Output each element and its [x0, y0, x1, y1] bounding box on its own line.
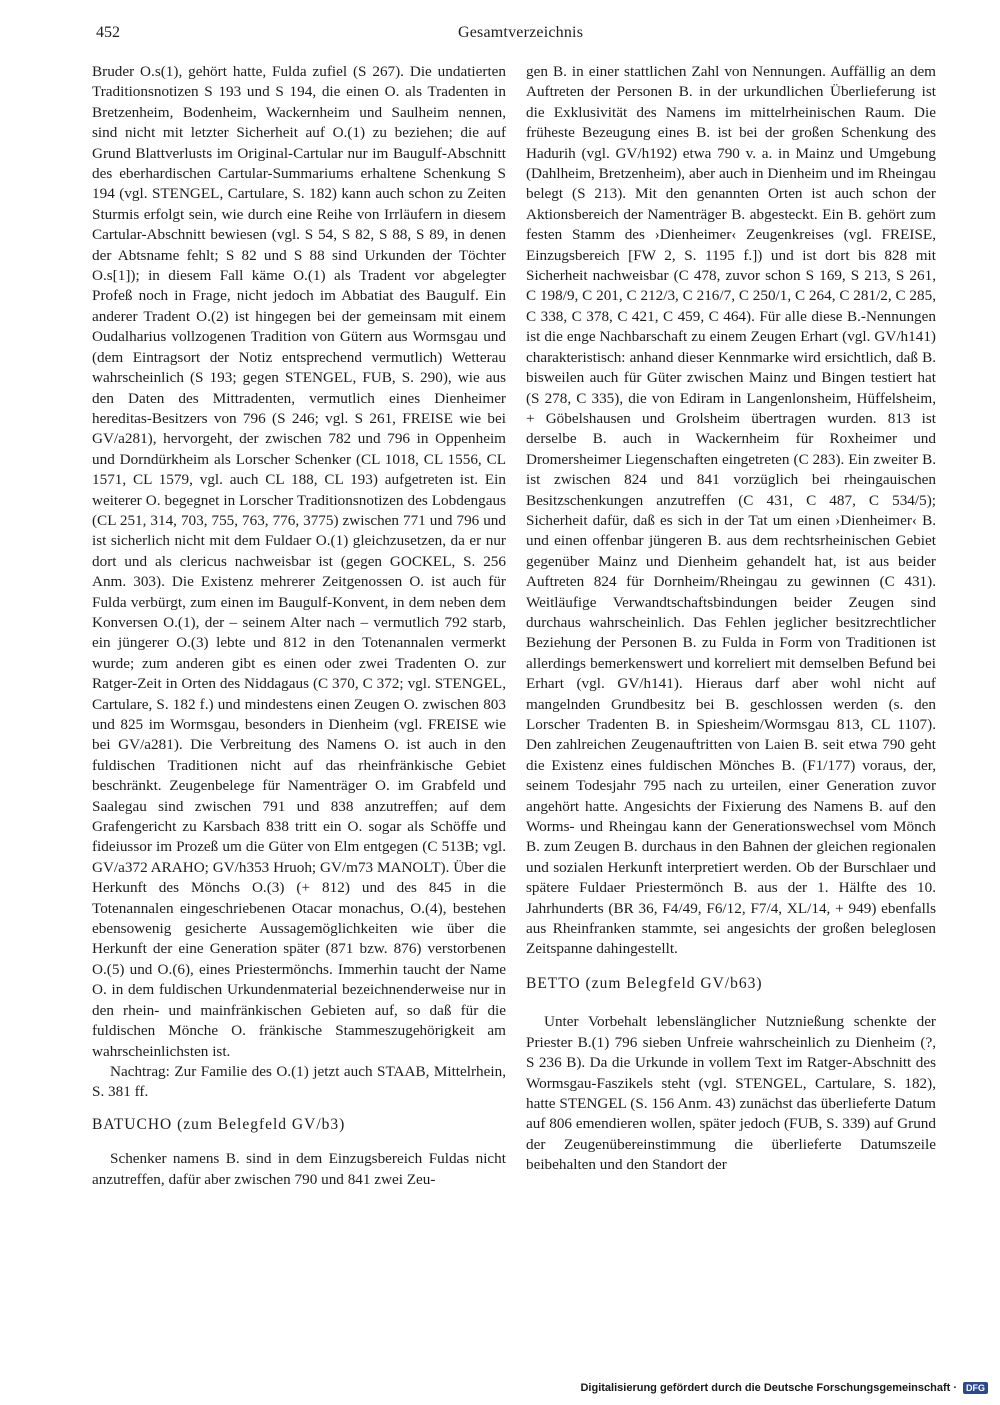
page-number: 452 — [96, 24, 120, 41]
paragraph-betto: Unter Vorbehalt lebenslänglicher Nutznießung schenkte der Priester B.(1) 796 sieben Unfreie wahrscheinlich zu Dienheim (?, S 236 B). Da die Urkunde in vollem Text im Ratger-Abschnitt des Wormsgau-Faszikels steht (vgl. STENGEL, Cartulare, S. 182), hatte STENGEL (S. 156 Anm. 43) zunächst das überlieferte Datum auf 806 emendieren wollen, später jedoch (FUB, S. 339) auf Grund der Zeugenübereinstimmung die überlieferte Datumszeile beibehalten und den Standort der — [526, 1013, 936, 1174]
paragraph-ortwin-continued: Bruder O.s(1), gehört hatte, Fulda zufiel (S 267). Die undatierten Traditionsnotizen S 193 und S 194, die einen O. als Tradenten in Bretzenheim, Bodenheim, Wackernheim und Saulheim nennen, sind nicht mit letzter Sicherheit auf O.(1) zu beziehen; die auf Grund Blattverlusts im Original-Cartular nur im Baugulf-Abschnitt des eberhardischen Cartular-Summariums erhaltene Schenkung S 194 (vgl. STENGEL, Cartulare, S. 182) kann auch schon zu Zeiten Sturmis erfolgt sein, wie durch eine Reihe von Irrläufern in diesem Cartular-Abschnitt bewiesen (vgl. S 54, S 82, S 88, S 89, in denen der Abtsname fehlt; S 82 und S 88 sind Urkunden der Töchter O.s[1]); in diesem Fall käme O.(1) als Tradent vor abgelegter Profeß noch in Frage, nicht jedoch im Abbatiat des Baugulf. Ein anderer Tradent O.(2) ist hingegen bei der gemeinsam mit einem Oudalharius vollzogenen Tradition von Gütern aus Wormsgau und (dem Eintragsort der Notiz entsprechend vermutlich) Wetterau wahrscheinlich (S 193; gegen STENGEL, FUB, S. 290), wie aus den Daten des Mittradenten, vermutlich eines Dienheimer hereditas-Besitzers von 796 (S 246; vgl. S 261, FREISE wie bei GV/a281), hervorgeht, der zwischen 782 und 796 in Oppenheim und Dorndürkheim als Lorscher Schenker (CL 1018, CL 1556, CL 1571, CL 1579, vgl. auch CL 188, CL 193) aufgetreten ist. Ein weiterer O. begegnet in Lorscher Traditionsnotizen des Lobdengaus (CL 251, 314, 703, 755, 763, 776, 3775) zwischen 771 und 796 und ist sicherlich nicht mit dem Fuldaer O.(1) gleichzusetzen, da er nur dort und als clericus nachweisbar ist (gegen GOCKEL, S. 256 Anm. 303). Die Existenz mehrerer Zeitgenossen O. ist auch für Fulda verbürgt, zum einen im Baugulf-Konvent, in dem neben dem Konversen O.(1), der – seinem Alter nach – vermutlich 792 starb, ein jüngerer O.(3) lebte und 812 in den Totenannalen vermerkt wurde; zum anderen gibt es einen oder zwei Tradenten O. zur Ratger-Zeit in Orten des Niddagaus (C 370, C 372; vgl. STENGEL, Cartulare, S. 182 f.) und mindestens einen Zeugen O. zwischen 803 und 825 im Wormsgau, besonders in Dienheim (vgl. FREISE wie bei GV/a281). Die Verbreitung des Namens O. ist auch in den fuldischen Traditionen nicht auf das rheinfränkische Gebiet beschränkt. Zeugenbelege für Namenträger O. im Grabfeld und Saalegau sind zwischen 791 und 838 anzutreffen; auf dem Grafengericht zu Karsbach 838 tritt ein O. sogar als Schöffe und fideiussor im Prozeß um die Güter von Elm entgegen (C 513B; vgl. GV/a372 ARAHO; GV/h353 Hruoh; GV/m73 MANOLT). Über die Herkunft des Mönchs O.(3) (+ 812) und des 845 in die Totenannalen eingeschriebenen Otacar monachus, O.(4), bestehen ebensowenig gesicherte Aussagemöglichkeiten wie über die Herkunft der eine Generation später (871 bzw. 876) verstorbenen O.(5) und O.(6), eines Priestermönchs. Immerhin taucht der Name O. in dem fuldischen Urkundenmaterial bezeichnenderweise nur in den rhein- und mainfränkischen Gebieten auf, so daß für die fuldischen Mönche O. fränkische Stammeszugehörigkeit am wahrscheinlichsten ist. — [92, 63, 506, 1060]
paragraph-batucho-continued: gen B. in einer stattlichen Zahl von Nennungen. Auffällig an dem Auftreten der Personen B. in der urkundlichen Überlieferung ist die Exklusivität des Namens im mittelrheinischen Raum. Die früheste Bezeugung eines B. ist bei der großen Schenkung des Hadurih (vgl. GV/h192) etwa 790 v. a. in Mainz und Umgebung (Dahlheim, Bretzenheim), aber auch in Dienheim und im Rheingau belegt (S 213). Mit den genannten Orten ist auch schon der Aktionsbereich der Namenträger B. abgesteckt. Ein B. gehört zum festen Stamm des ›Dienheimer‹ Zeugenkreises (vgl. FREISE, Einzugsbereich [FW 2, S. 1195 f.]) und ist dort bis 828 mit Sicherheit nachweisbar (C 478, zuvor schon S 169, S 213, S 261, C 198/9, C 201, C 212/3, C 216/7, C 250/1, C 264, C 281/2, C 285, C 338, C 378, C 421, C 459, C 464). Für alle diese B.-Nennungen ist die enge Nachbarschaft zu einem Zeugen Erhart (vgl. GV/h141) charakteristisch: anhand dieser Kennmarke wird ersichtlich, daß B. bisweilen auch für Güter zwischen Mainz und Bingen testiert hat (S 278, C 335), die von Ediram in Langenlonsheim, Hüffelsheim, + Göbelshausen und Grolsheim übertragen wurden. 813 ist derselbe B. auch in Wackernheim für Roxheimer und Dromersheimer Liegenschaften eingetreten (C 283). Ein zweiter B. ist zwischen 824 und 841 vorzüglich bei rheingauischen Besitzschenkungen anzutreffen (C 431, C 487, C 534/5); Sicherheit dafür, daß es sich in der Tat um einen ›Dienheimer‹ B. und einen offenbar jüngeren B. aus dem rechtsrheinischen Gebiet gegenüber Mainz und Dienheim gehandelt hat, ist aus beider Auftreten 824 für Dornheim/Rheingau zu gewinnen (C 431). Weitläufige Verwandtschaftsbindungen beider Zeugen sind durchaus wahrscheinlich. Das Fehlen jeglicher besitzrechtlicher Beziehung der Personen B. zu Fulda in Form von Traditionen ist allerdings bemerkenswert und korreliert mit demselben Befund bei Erhart (vgl. GV/h141). Hieraus darf aber wohl nicht auf mangelnden Grundbesitz bei B. geschlossen werden (s. den Lorscher Tradenten B. in Spiesheim/Wormsgau 813, CL 1107). Den zahlreichen Zeugenauftritten von Laien B. seit etwa 790 geht die Existenz eines fuldischen Mönches B. (F1/177) voraus, der, seinem Todesjahr 795 nach zu urteilen, einer Generation zuvor angehört hatte. Angesichts der Fixierung des Namens B. auf den Worms- und Rheingau kann der Generationswechsel vom Mönch B. zum Zeugen B. durchaus in den Bahnen der gleichen regionalen und sozialen Herkunft interpretiert werden. Ob der Burschlaer und spätere Fuldaer Priestermönch B. aus der 1. Hälfte des 10. Jahrhunderts (BR 36, F4/49, F6/12, F7/4, XL/14, + 949) ebenfalls aus Rheinfranken stammte, sei angesichts der großen beleglosen Zeitspanne dahingestellt. — [526, 63, 936, 958]
paragraph-nachtrag: Nachtrag: Zur Familie des O.(1) jetzt auch STAAB, Mittelrhein, S. 381 ff. — [92, 1062, 506, 1101]
entry-heading-batucho: BATUCHO (zum Belegfeld GV/b3) — [92, 1115, 346, 1133]
digitization-credit: Digitalisierung gefördert durch die Deutsche Forschungsgemeinschaft · — [580, 1382, 957, 1394]
left-column — [92, 62, 506, 1190]
running-title: Gesamtverzeichnis — [458, 24, 584, 41]
dfg-logo: DFG — [963, 1382, 988, 1394]
right-column — [526, 62, 936, 1176]
entry-heading-betto: BETTO (zum Belegfeld GV/b63) — [526, 974, 763, 992]
paragraph-batucho: Schenker namens B. sind in dem Einzugsbereich Fuldas nicht anzutreffen, dafür aber zwischen 790 und 841 zwei Zeu- — [92, 1150, 506, 1188]
digitization-footer — [580, 1382, 988, 1394]
